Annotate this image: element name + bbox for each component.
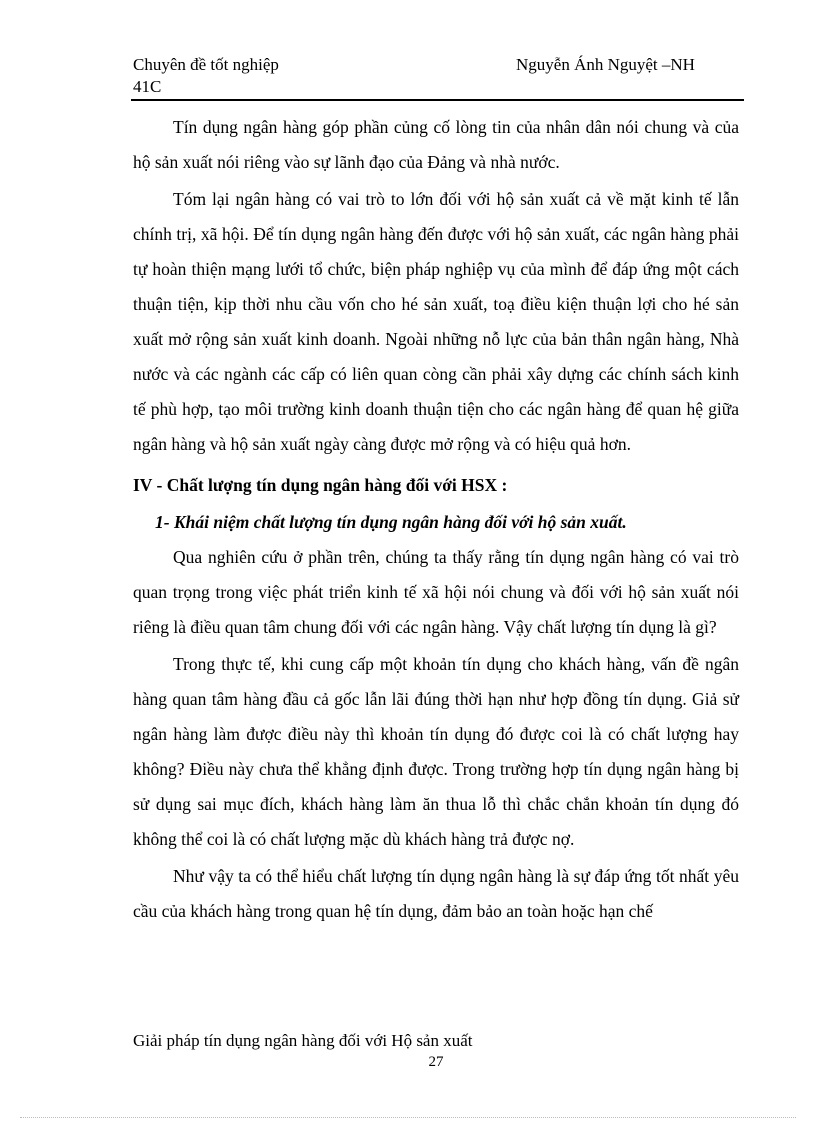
header-left [133, 54, 279, 98]
header-author: Nguyễn Ánh Nguyệt –NH [516, 55, 695, 74]
paragraph: Qua nghiên cứu ở phần trên, chúng ta thấy rằng tín dụng ngân hàng có vai trò quan trọng trong việc phát triển kinh tế xã hội nói chung và đối với hộ sản xuất nói riêng là điều quan tâm chung đối với các ngân hàng. Vậy chất lượng tín dụng là gì? [133, 547, 739, 637]
section-heading: IV - Chất lượng tín dụng ngân hàng đối với HSX : [133, 475, 508, 495]
paragraph: Như vậy ta có thể hiểu chất lượng tín dụng ngân hàng là sự đáp ứng tốt nhất yêu cầu của khách hàng trong quan hệ tín dụng, đảm bảo an toàn hoặc hạn chế [133, 866, 739, 921]
paragraph: Tín dụng ngân hàng góp phần củng cố lòng tin của nhân dân nói chung và của hộ sản xuất nói riêng vào sự lãnh đạo của Đảng và nhà nước. [133, 117, 739, 172]
paragraph: Trong thực tế, khi cung cấp một khoản tín dụng cho khách hàng, vấn đề ngân hàng quan tâm hàng đầu cả gốc lẫn lãi đúng thời hạn như hợp đồng tín dụng. Giả sử ngân hàng làm được điều này thì khoản tín dụng đó được coi là có chất lượng hay không? Điều này chưa thể khẳng định được. Trong trường hợp tín dụng ngân hàng bị sử dụng sai mục đích, khách hàng làm ăn thua lỗ thì chắc chắn khoản tín dụng đó không thể coi là có chất lượng mặc dù khách hàng trả được nợ. [133, 654, 739, 849]
header-class-code: 41C [133, 77, 162, 96]
subsection-heading: 1- Khái niệm chất lượng tín dụng ngân hàng đối với hộ sản xuất. [155, 512, 627, 532]
document-body [133, 110, 739, 929]
header-course-title: Chuyên đề tốt nghiệp [133, 55, 279, 74]
header-divider [131, 99, 744, 101]
footer-title: Giải pháp tín dụng ngân hàng đối với Hộ sản xuất [133, 1031, 473, 1050]
paragraph: Tóm lại ngân hàng có vai trò to lớn đối với hộ sản xuất cả về mặt kinh tế lẫn chính trị, xã hội. Để tín dụng ngân hàng đến được với hộ sản xuất, các ngân hàng phải tự hoàn thiện mạng lưới tổ chức, biện pháp nghiệp vụ của mình để đáp ứng một cách thuận tiện, kịp thời nhu cầu vốn cho hé sản xuất, toạ điều kiện thuận lợi cho hé sản xuất mở rộng sản xuất kinh doanh. Ngoài những nỗ lực của bản thân ngân hàng, Nhà nước và các ngành các cấp có liên quan còng cần phải xây dựng các chính sách kinh tế phù hợp, tạo môi trường kinh doanh thuận tiện cho các ngân hàng để quan hệ giữa ngân hàng và hộ sản xuất ngày càng được mở rộng và có hiệu quả hơn. [133, 189, 739, 454]
page-bottom-divider [20, 1117, 796, 1118]
page-number: 27 [428, 1054, 444, 1070]
